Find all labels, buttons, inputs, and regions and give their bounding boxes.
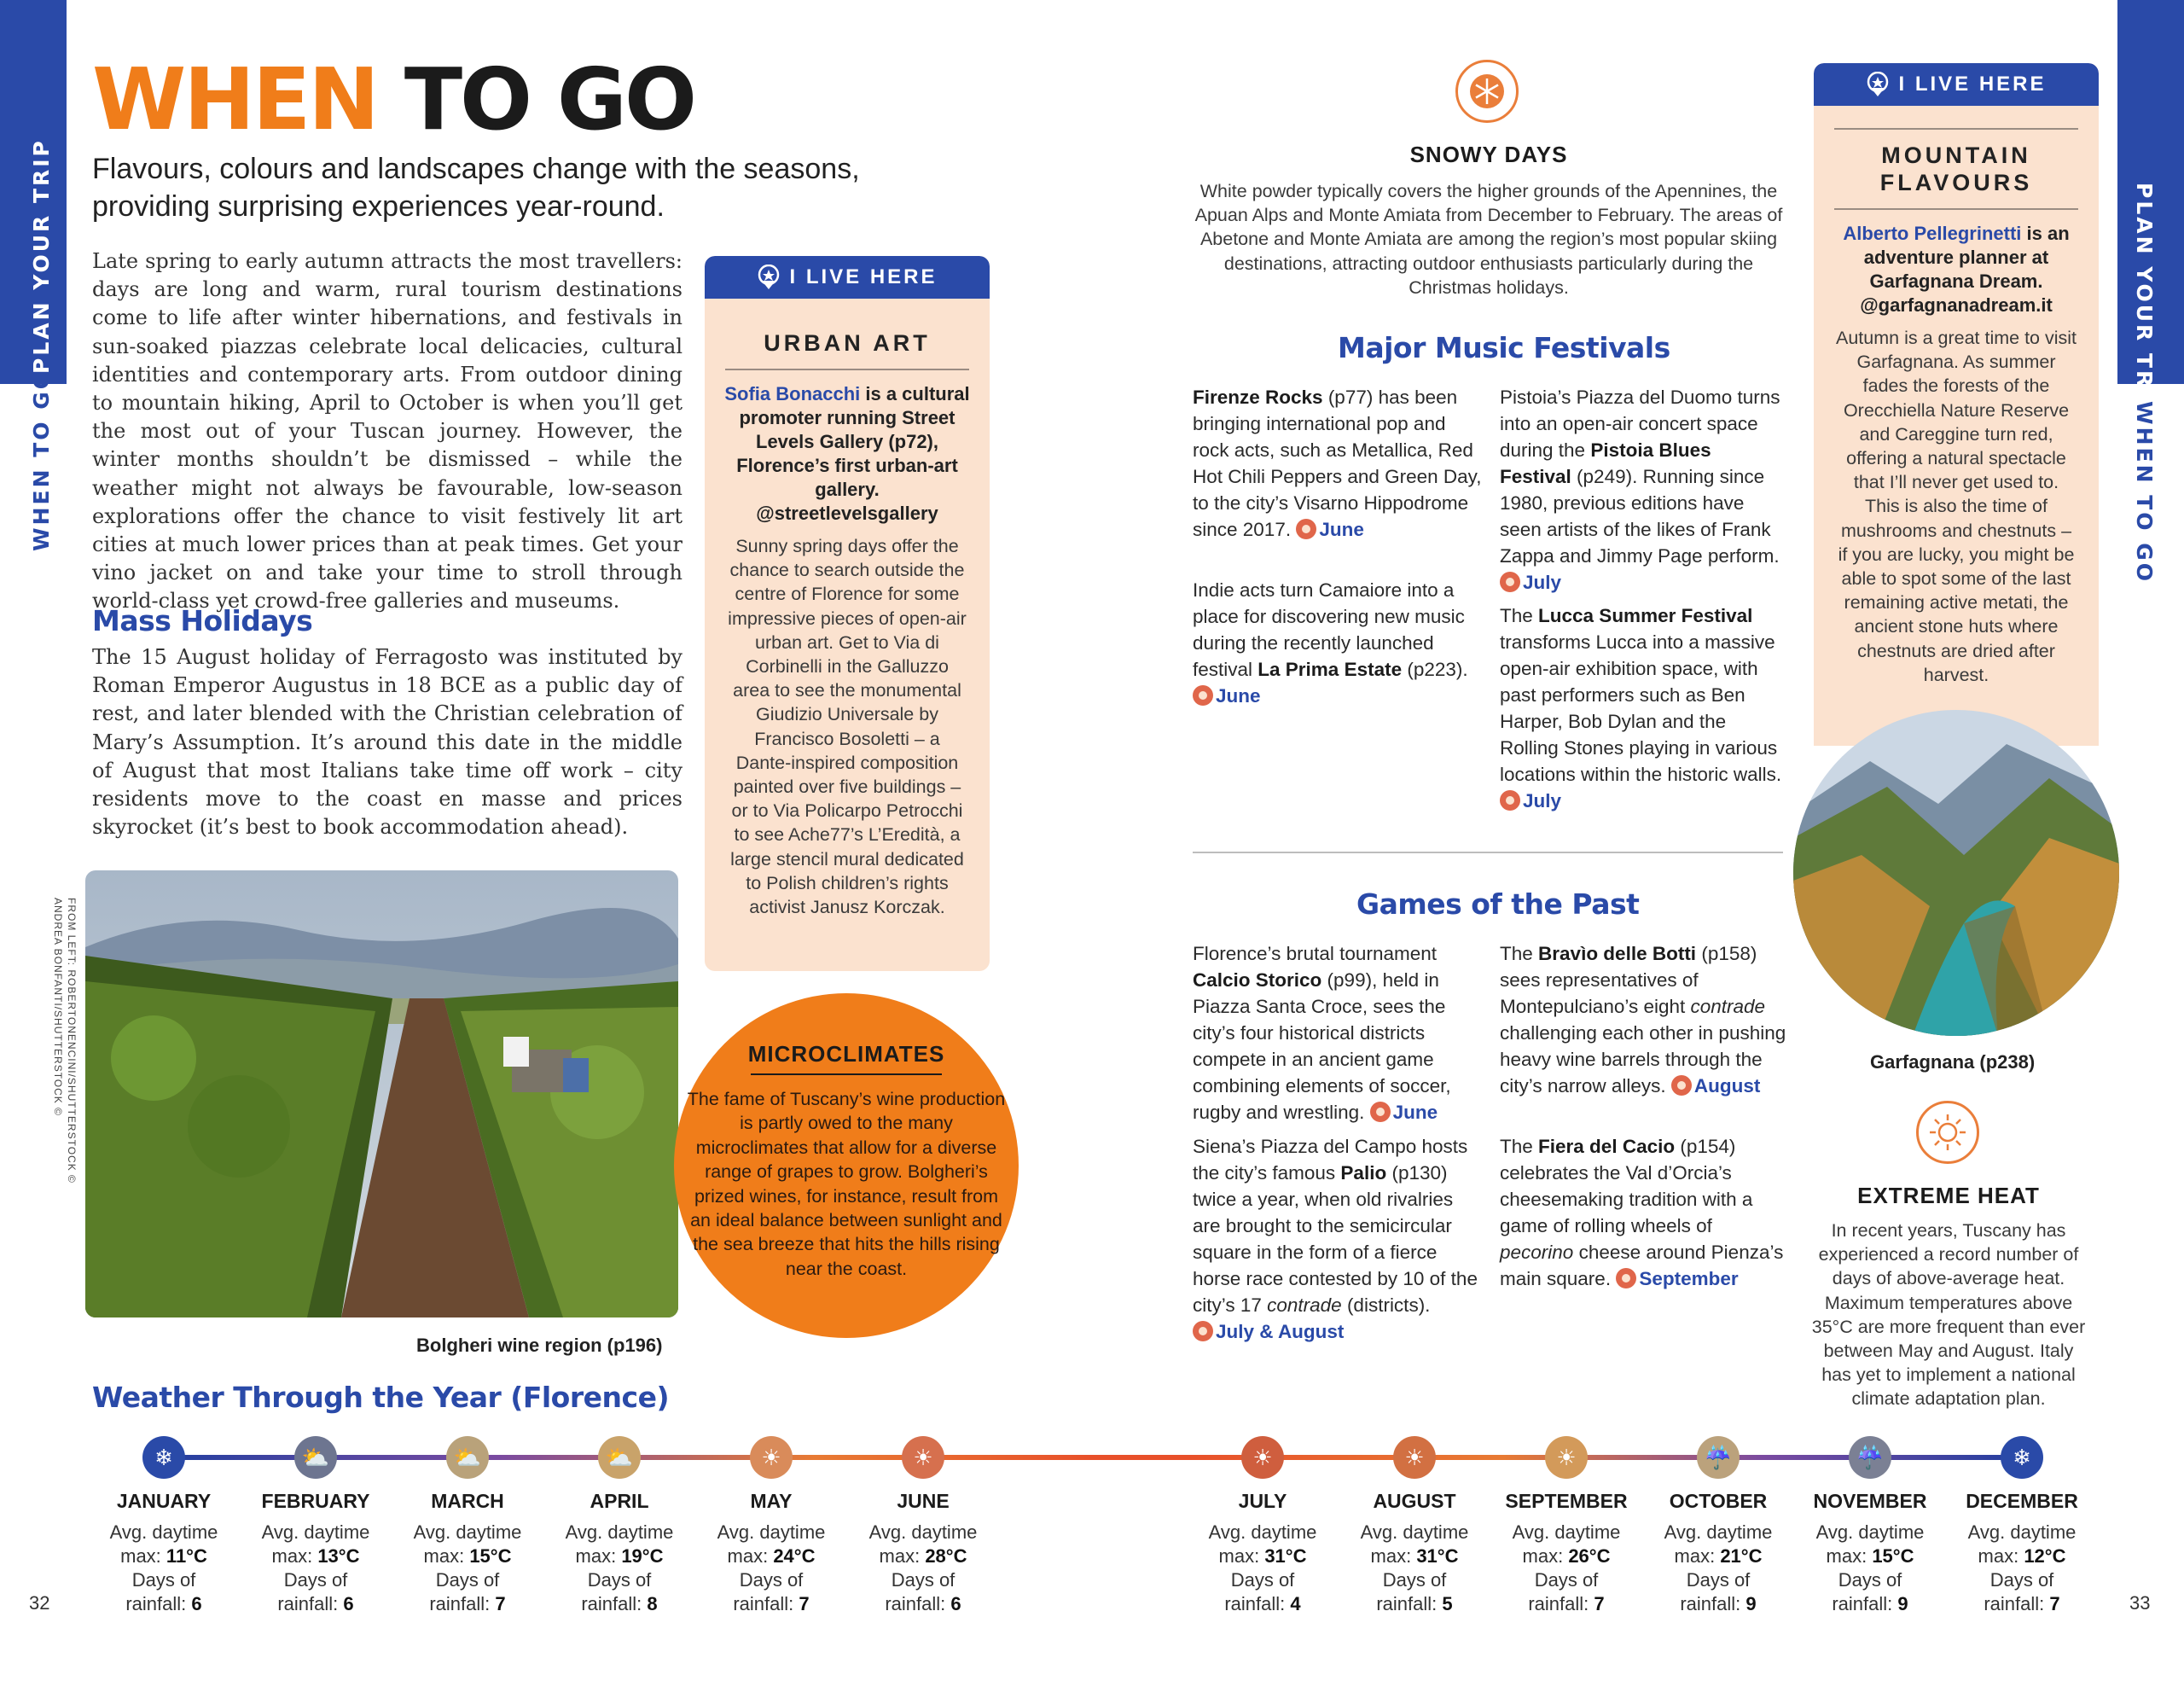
- right-band-label: PLAN YOUR TRIP: [2132, 183, 2157, 418]
- snowy-days-text: White powder typically covers the higher grounds of the Apennines, the Apuan Alps and Monte Amiata from December to February. The areas of Abetone and Monte Amiata are among the region’s most popular skiing destinations, attracting outdoor enthusiasts particularly during the Christmas holidays.: [1194, 181, 1783, 298]
- weather-month-name: NOVEMBER: [1813, 1490, 1927, 1512]
- mountain-flavours-author: Alberto Pellegrinetti is an adventure planner at Garfagnana Dream. @garfagnanadream.it: [1843, 223, 2070, 316]
- weather-month-stats: Avg. daytime max: 26°C Days of rainfall: 7: [1512, 1521, 1621, 1614]
- weather-month-name: AUGUST: [1373, 1490, 1456, 1512]
- page-title: WHEN TO GO: [92, 49, 694, 149]
- weather-month-name: SEPTEMBER: [1505, 1490, 1628, 1512]
- weather-heading: Weather Through the Year (Florence): [92, 1381, 670, 1414]
- weather-month-stats: Avg. daytime max: 15°C Days of rainfall: 9: [1815, 1521, 1925, 1614]
- weather-month-name: MARCH: [431, 1490, 504, 1512]
- weather-month-stats: Avg. daytime max: 31°C Days of rainfall: 5: [1360, 1521, 1469, 1614]
- festival-lucca-summer: The Lucca Summer Festival transforms Lucca into a massive open-air exhibition space, with past performers such as Ben Harper, Bob Dylan and the Rolling Stones playing in various locations within the historic walls. July: [1500, 605, 1782, 811]
- calendar-icon: [1671, 1075, 1692, 1096]
- weather-month-stats: Avg. daytime max: 13°C Days of rainfall: 6: [261, 1521, 370, 1614]
- sun-icon: ☀: [1393, 1436, 1436, 1479]
- weather-month-name: JANUARY: [116, 1490, 212, 1512]
- weather-month-stats: Avg. daytime max: 15°C Days of rainfall: 7: [413, 1521, 522, 1614]
- game-bravio-delle-botti: The Bravìo delle Botti (p158) sees representatives of Montepulciano’s eight contrade challenging each other in pushing heavy wine barrels through the city’s narrow alleys. August: [1500, 943, 1786, 1096]
- sun-icon: ☀: [1545, 1436, 1588, 1479]
- left-band-label: PLAN YOUR TRIP: [29, 138, 54, 374]
- weather-month-name: APRIL: [590, 1490, 649, 1512]
- festival-firenze-rocks: Firenze Rocks (p77) has been bringing international pop and rock acts, such as Metallica, Red Hot Chili Peppers and Green Day, to the city’s Visarno Hippodrome since 2017. June: [1193, 387, 1482, 540]
- weather-month-stats: Avg. daytime max: 31°C Days of rainfall: 4: [1208, 1521, 1317, 1614]
- urban-art-box: [705, 256, 990, 971]
- weather-month-stats: Avg. daytime max: 11°C Days of rainfall: 6: [109, 1521, 218, 1614]
- snowy-days-title: SNOWY DAYS: [1409, 142, 1568, 167]
- i-live-here-header: I LIVE HERE: [1814, 63, 2099, 106]
- calendar-icon: [1193, 1321, 1213, 1341]
- location-pin-icon: [1866, 72, 1890, 97]
- snowflake-icon: [1455, 60, 1519, 123]
- game-fiera-del-cacio: The Fiera del Cacio (p154) celebrates the Val d’Orcia’s cheesemaking tradition with a game of rolling wheels of pecorino cheese around Pienza’s main square. September: [1500, 1136, 1784, 1289]
- i-live-here-header: I LIVE HERE: [705, 256, 990, 299]
- games-heading: Games of the Past: [1356, 887, 1640, 921]
- extreme-heat-text: In recent years, Tuscany has experienced a record number of days of above-average heat. Maximum temperatures above 35°C are more frequent than ever between May and August. Italy has yet to implement a national climate adaptation plan.: [1811, 1220, 2086, 1410]
- game-calcio-storico: Florence’s brutal tournament Calcio Storico (p99), held in Piazza Santa Croce, sees the city’s four historical districts compete in an ancient game combining elements of soccer, rugby and wrestling. June: [1193, 943, 1451, 1123]
- urban-art-text: Sunny spring days offer the chance to search outside the centre of Florence for some impressive pieces of open-air urban art. Get to Via di Corbinelli in the Galluzzo area to see the monumental Giudizio Universale by Francisco Bosoletti – a Dante-inspired composition painted over five buildings – or to Via Policarpo Petrocchi to see Ache77’s L’Eredità, a large stencil mural dedicated to Polish children’s rights activist Janusz Korczak.: [728, 536, 967, 918]
- weather-month-name: JUNE: [897, 1490, 950, 1512]
- music-festivals-heading: Major Music Festivals: [1338, 331, 1670, 364]
- vineyard-caption: Bolgheri wine region (p196): [416, 1335, 663, 1356]
- weather-month-name: JULY: [1238, 1490, 1287, 1512]
- sun-icon: ☀: [902, 1436, 944, 1479]
- garfagnana-photo: [1793, 710, 2119, 1036]
- microclimates-text: The fame of Tuscany’s wine production is partly owed to the many microclimates that allow for a diverse range of grapes to grow. Bolgheri’s prized wines, for instance, result from an ideal balance between sunlight and the sea breeze that hits the hills rising near the coast.: [687, 1089, 1006, 1279]
- page-subtitle: Flavours, colours and landscapes change with the seasons, providing surprising experiences year-round.: [92, 153, 860, 223]
- snowflake-icon: ❄: [142, 1436, 185, 1479]
- game-palio: Siena’s Piazza del Campo hosts the city’s famous Palio (p130) twice a year, when old rivalries are brought to the semicircular square in the form of a fierce horse race contested by 10 of the city’s 17 contrade (districts). July & August: [1193, 1136, 1478, 1342]
- sun-icon: ☀: [750, 1436, 793, 1479]
- weather-month-stats: Avg. daytime max: 21°C Days of rainfall: 9: [1664, 1521, 1773, 1614]
- cloud-rain-icon: ☔: [1849, 1436, 1891, 1479]
- calendar-icon: [1500, 572, 1520, 592]
- weather-timeline: [164, 1455, 2024, 1460]
- microclimates-circle: [674, 993, 1019, 1338]
- section-divider: [1193, 852, 1783, 853]
- sun-icon: ☀: [1241, 1436, 1284, 1479]
- weather-month-name: OCTOBER: [1669, 1490, 1768, 1512]
- mountain-flavours-text: Autumn is a great time to visit Garfagnana. As summer fades the forests of the Orecchiella Nature Reserve and Careggine turn red, offering a natural spectacle that I’ll never get used to. This is also the time of mushrooms and chestnuts – if you are lucky, you might be able to spot some of the last remaining active metati, the ancient stone huts where chestnuts are dried after harvest.: [1836, 328, 2077, 685]
- page-number-right: 33: [2129, 1592, 2151, 1614]
- extreme-heat-title: EXTREME HEAT: [1857, 1183, 2040, 1208]
- mountain-flavours-box: [1814, 63, 2099, 746]
- calendar-icon: [1296, 519, 1316, 539]
- festival-pistoia-blues: Pistoia’s Piazza del Duomo turns into an open-air concert space during the Pistoia Blues Festival (p249). Running since 1980, previous editions have seen artists of the likes of Frank Zappa and Jimmy Page perform. July: [1500, 387, 1780, 593]
- page-number-left: 32: [29, 1592, 50, 1614]
- sun-icon: [1916, 1101, 1979, 1164]
- urban-art-author: Sofia Bonacchi is a cultural promoter running Street Levels Gallery (p72), Florence’s first urban-art gallery. @streetlevelsgallery: [724, 383, 970, 524]
- calendar-icon: [1193, 685, 1213, 706]
- weather-month-stats: Avg. daytime max: 19°C Days of rainfall: 8: [565, 1521, 674, 1614]
- weather-month-stats: Avg. daytime max: 12°C Days of rainfall: 7: [1967, 1521, 2077, 1614]
- weather-month-name: DECEMBER: [1966, 1490, 2078, 1512]
- microclimates-title: MICROCLIMATES: [747, 1041, 945, 1067]
- festival-la-prima-estate: Indie acts turn Camaiore into a place for discovering new music during the recently launched festival La Prima Estate (p223). June: [1193, 579, 1468, 707]
- weather-month-stats: Avg. daytime max: 28°C Days of rainfall: 6: [868, 1521, 978, 1614]
- weather-month-name: FEBRUARY: [261, 1490, 370, 1512]
- cloud-sun-icon: ⛅: [294, 1436, 337, 1479]
- calendar-icon: [1370, 1102, 1391, 1122]
- calendar-icon: [1500, 790, 1520, 811]
- location-pin-icon: [757, 265, 781, 290]
- garfagnana-caption: Garfagnana (p238): [1870, 1051, 2036, 1073]
- intro-paragraph: Late spring to early autumn attracts the most travellers: days are long and warm, rural tourism destinations come to life after winter hibernations, and festivals in sun-soaked piazzas celebrate local delicacies, cultural identities and contemporary arts. From outdoor dining to mountain hiking, April to October is when you’ll get the most out of your Tuscan journey. However, the winter months shouldn’t be dismissed – while the weather might not always be favourable, low-season explorations offer the chance to visit festively lit art cities at much lower prices than at peak times. Get your vino jacket on and take your time to stroll through world-class yet crowd-free galleries and museums.: [92, 249, 682, 614]
- left-section-label: WHEN TO GO: [29, 369, 54, 551]
- mass-holidays-heading: Mass Holidays: [92, 604, 313, 637]
- right-section-label: WHEN TO GO: [2132, 401, 2157, 584]
- photo-credit: FROM LEFT: ROBERTONENCINI/SHUTTERSTOCK © ANDREA BONFANTI/SHUTTERSTOCK ©: [52, 898, 78, 1184]
- snowflake-icon: ❄: [2001, 1436, 2043, 1479]
- urban-art-title: URBAN ART: [764, 330, 931, 356]
- cloud-rain-icon: ☔: [1697, 1436, 1740, 1479]
- mass-holidays-paragraph: The 15 August holiday of Ferragosto was instituted by Roman Emperor Augustus in 18 BCE as a public day of rest, and later blended with the Christian celebration of Mary’s Assumption. It’s around this date in the middle of August that most Italians take time off work – city residents move to the coast en masse and prices skyrocket (it’s best to book accommodation ahead).: [92, 645, 682, 840]
- weather-month-stats: Avg. daytime max: 24°C Days of rainfall: 7: [717, 1521, 826, 1614]
- vineyard-photo: [85, 870, 678, 1317]
- cloud-sun-icon: ⛅: [446, 1436, 489, 1479]
- weather-month-name: MAY: [750, 1490, 793, 1512]
- mountain-flavours-title: MOUNTAIN FLAVOURS: [1879, 143, 2033, 195]
- cloud-sun-icon: ⛅: [598, 1436, 641, 1479]
- calendar-icon: [1616, 1268, 1636, 1288]
